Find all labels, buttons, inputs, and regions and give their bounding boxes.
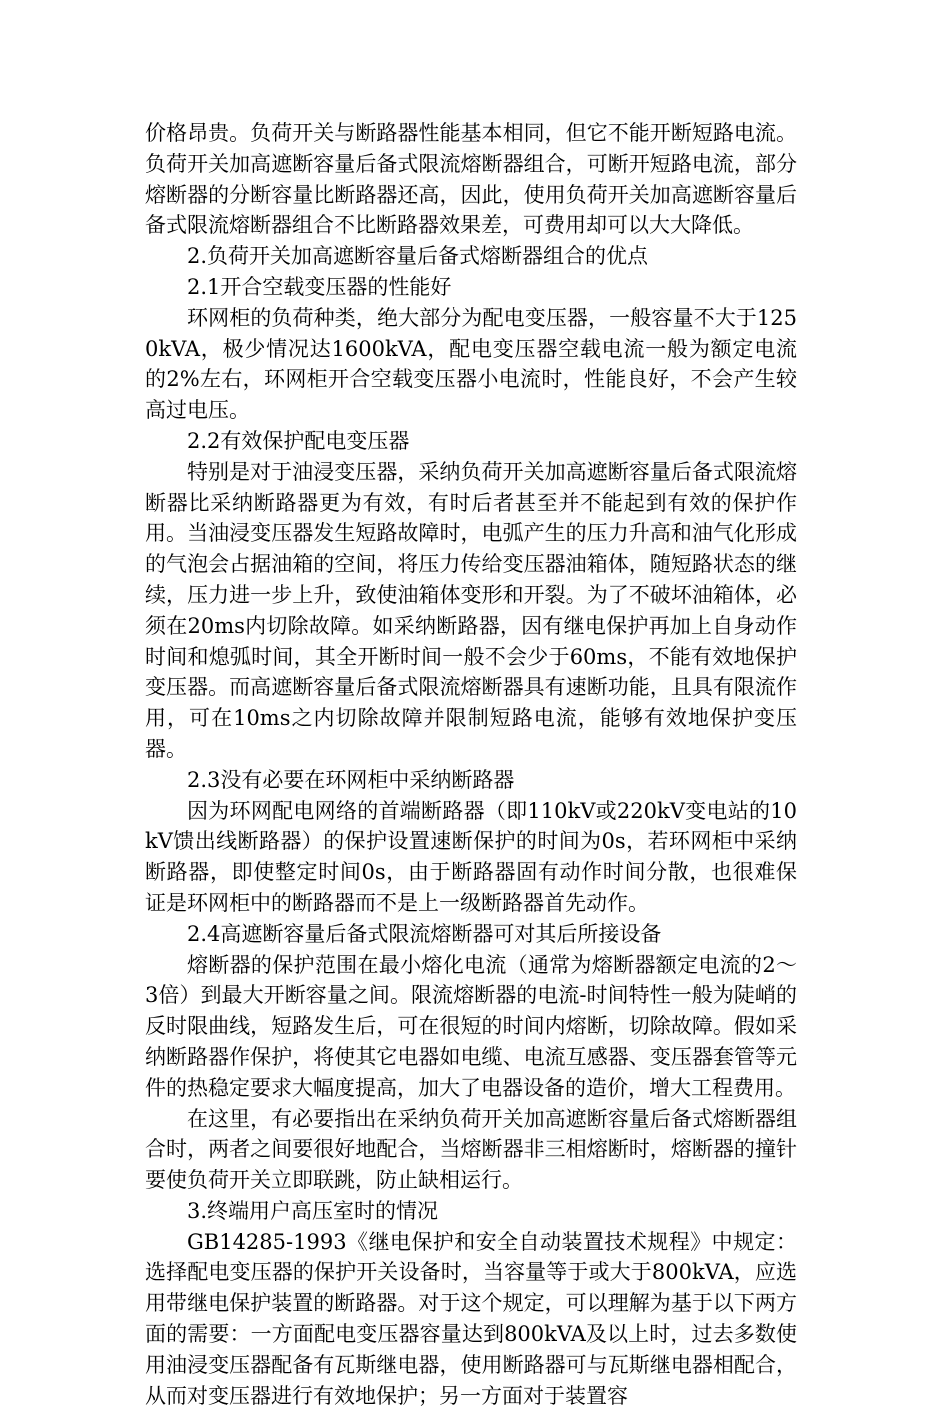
subsection-heading-2-3: 2.3没有必要在环网柜中采纳断路器	[187, 767, 515, 792]
subsection-heading-2-4: 2.4高遮断容量后备式限流熔断器可对其后所接设备	[187, 921, 662, 946]
paragraph-continuation: 价格昂贵。负荷开关与断路器性能基本相同，但它不能开断短路电流。负荷开关加高遮断容量后备式限流熔断器组合，可断开短路电流，部分熔断器的分断容量比断路器还高，因此，使用负荷开关加高遮断容量后备式限流熔断器组合不比断路器效果差，可费用却可以大大降低。	[145, 121, 797, 238]
section-heading-2: 2.负荷开关加高遮断容量后备式熔断器组合的优点	[187, 244, 649, 269]
subsection-heading-2-1: 2.1开合空载变压器的性能好	[187, 274, 452, 299]
section-heading-3: 3.终端用户高压室时的情况	[187, 1198, 439, 1223]
document-page	[145, 118, 797, 1411]
paragraph-2-4-note: 在这里，有必要指出在采纳负荷开关加高遮断容量后备式熔断器组合时，两者之间要很好地配合，当熔断器非三相熔断时，熔断器的撞针要使负荷开关立即联跳，防止缺相运行。	[145, 1106, 797, 1193]
paragraph-2-3-body: 因为环网配电网络的首端断路器（即110kV或220kV变电站的10kV馈出线断路器）的保护设置速断保护的时间为0s，若环网柜中采纳断路器，即使整定时间0s，由于断路器固有动作时间分散，也很难保证是环网柜中的断路器而不是上一级断路器首先动作。	[145, 798, 797, 915]
paragraph-2-4-body: 熔断器的保护范围在最小熔化电流（通常为熔断器额定电流的2～3倍）到最大开断容量之间。限流熔断器的电流-时间特性一般为陡峭的反时限曲线，短路发生后，可在很短的时间内熔断，切除故障。假如采纳断路器作保护，将使其它电器如电缆、电流互感器、变压器套管等元件的热稳定要求大幅度提高，加大了电器设备的造价，增大工程费用。	[145, 952, 797, 1100]
paragraph-3-body: GB14285-1993《继电保护和安全自动装置技术规程》中规定：选择配电变压器的保护开关设备时，当容量等于或大于800kVA，应选用带继电保护装置的断路器。对于这个规定，可以理解为基于以下两方面的需要：一方面配电变压器容量达到800kVA及以上时，过去多数使用油浸变压器配备有瓦斯继电器，使用断路器可与瓦斯继电器相配合，从而对变压器进行有效地保护；另一方面对于装置容	[145, 1229, 797, 1408]
paragraph-2-2-body: 特别是对于油浸变压器，采纳负荷开关加高遮断容量后备式限流熔断器比采纳断路器更为有效，有时后者甚至并不能起到有效的保护作用。当油浸变压器发生短路故障时，电弧产生的压力升高和油气化形成的气泡会占据油箱的空间，将压力传给变压器油箱体，随短路状态的继续，压力进一步上升，致使油箱体变形和开裂。为了不破坏油箱体，必须在20ms内切除故障。如采纳断路器，因有继电保护再加上自身动作时间和熄弧时间，其全开断时间一般不会少于60ms，不能有效地保护变压器。而高遮断容量后备式限流熔断器具有速断功能，且具有限流作用，可在10ms之内切除故障并限制短路电流，能够有效地保护变压器。	[145, 459, 797, 761]
subsection-heading-2-2: 2.2有效保护配电变压器	[187, 428, 410, 453]
paragraph-2-1-body: 环网柜的负荷种类，绝大部分为配电变压器，一般容量不大于1250kVA，极少情况达1600kVA，配电变压器空载电流一般为额定电流的2%左右，环网柜开合空载变压器小电流时，性能良好，不会产生较高过电压。	[145, 305, 797, 423]
